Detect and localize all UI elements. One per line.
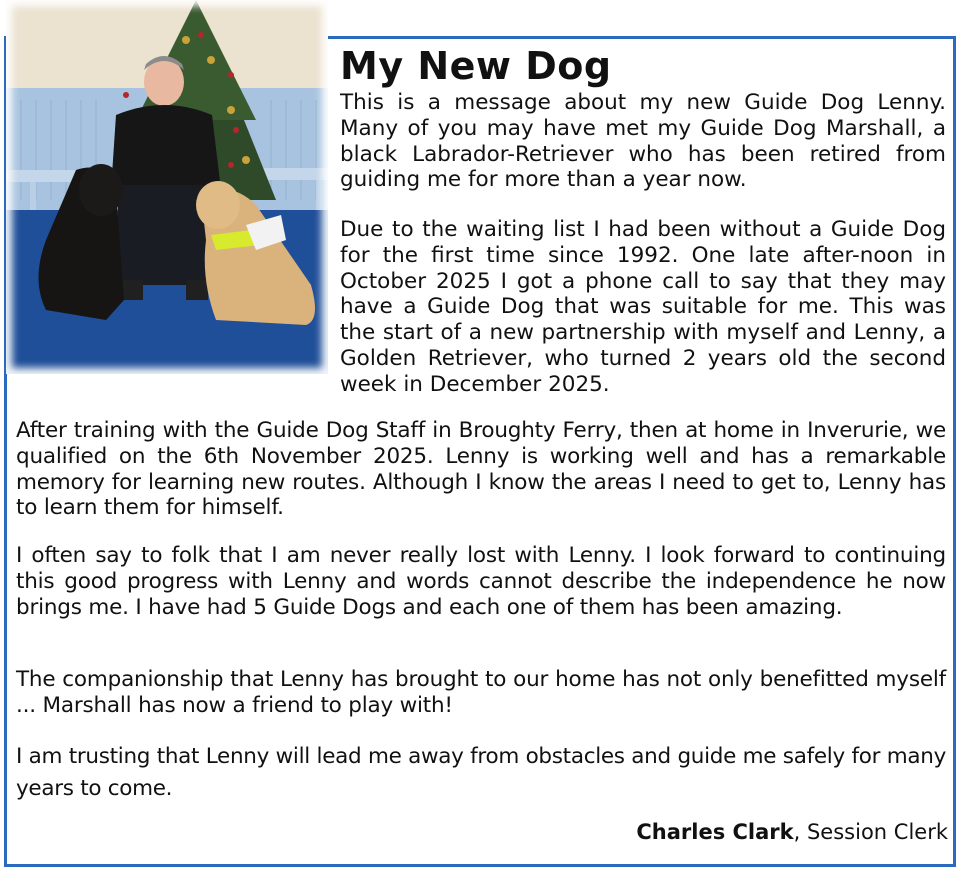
signature — [636, 820, 948, 844]
signature-role: , Session Clerk — [793, 820, 948, 844]
article-photo — [6, 0, 328, 374]
paragraph-waiting-list: Due to the waiting list I had been without a Guide Dog for the first time since 1992. One late after-noon in October 2025 I got a phone call to say that they may have a Guide Dog that was suitable for me. This was the start of a new partnership with myself and Lenny, a Golden Retriever, who turned 2 years old the second week in December 2025. — [340, 217, 946, 397]
paragraph-trusting: I am trusting that Lenny will lead me away from obstacles and guide me safely for many years to come. — [16, 744, 946, 801]
paragraph-intro: This is a message about my new Guide Dog Lenny. Many of you may have met my Guide Dog Marshall, a black Labrador-Retriever who has been retired from guiding me for more than a year now. — [340, 90, 946, 193]
article-title: My New Dog — [340, 44, 612, 88]
paragraph-companionship: The companionship that Lenny has brought to our home has not only benefitted myself ... Marshall has now a friend to play with! — [16, 667, 946, 718]
paragraph-training: After training with the Guide Dog Staff in Broughty Ferry, then at home in Inverurie, we qualified on the 6th November 2025. Lenny is working well and has a remarkable memory for learning new routes. Although I know the areas I need to get to, Lenny has to learn them for himself. — [16, 418, 946, 521]
photo-icon — [6, 0, 328, 374]
signature-name: Charles Clark — [636, 820, 794, 844]
paragraph-never-lost: I often say to folk that I am never really lost with Lenny. I look forward to continuing this good progress with Lenny and words cannot describe the independence he now brings me. I have had 5 Guide Dogs and each one of them has been amazing. — [16, 543, 946, 620]
